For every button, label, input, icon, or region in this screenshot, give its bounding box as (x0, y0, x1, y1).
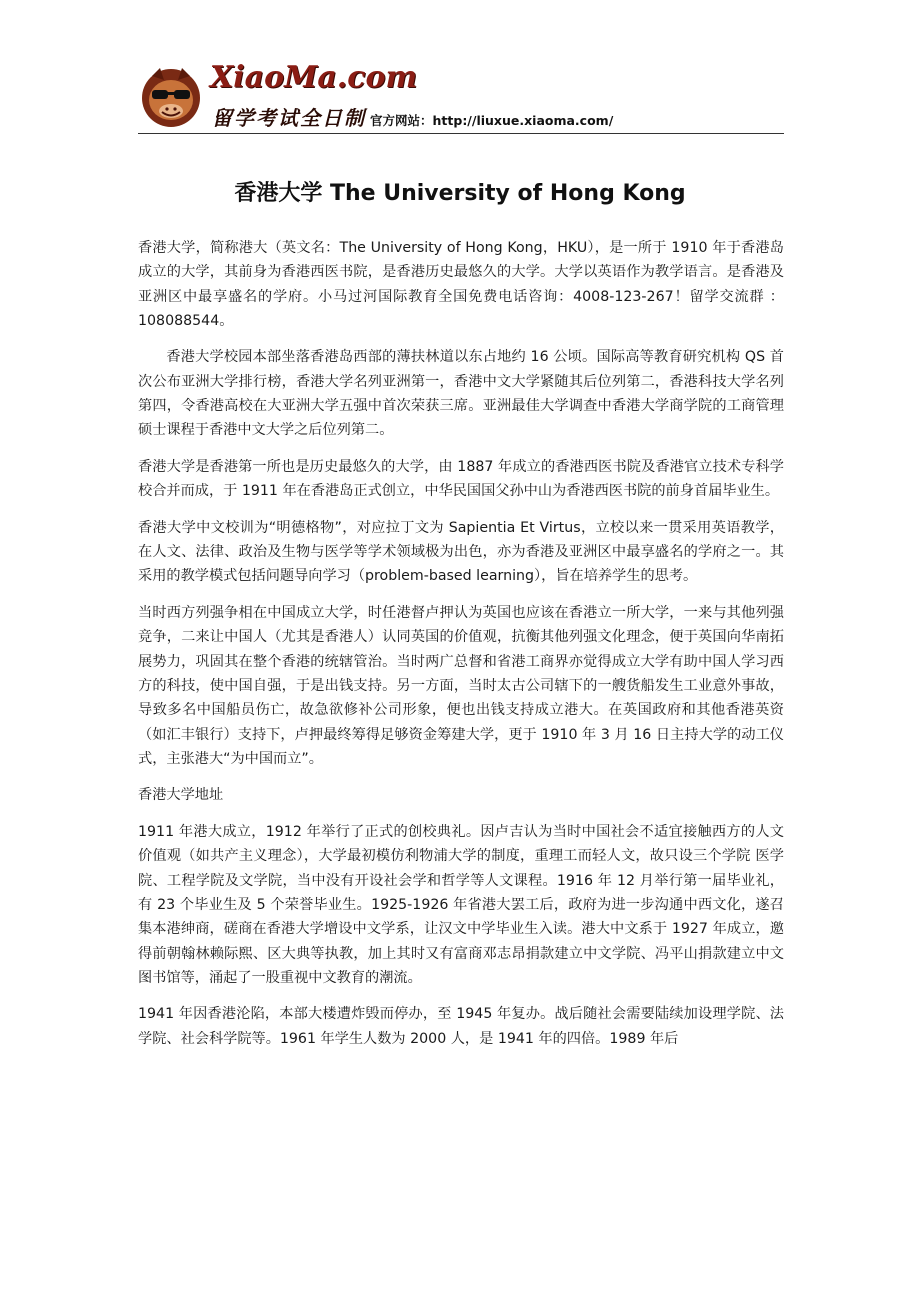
official-site-line (370, 111, 613, 129)
paragraph: 1941 年因香港沦陷，本部大楼遭炸毁而停办，至 1945 年复办。战后随社会需要陆续加设理学院、法学院、社会科学院等。1961 年学生人数为 2000 人，是 1941 年的四倍。1989 年后 (138, 1006, 784, 1047)
paragraph: 当时西方列强争相在中国成立大学，时任港督卢押认为英国也应该在香港立一所大学，一来与其他列强竞争，二来让中国人（尤其是香港人）认同英国的价值观，抗衡其他列强文化理念，便于英国向华南拓展势力，巩固其在整个香港的统辖管治。当时两广总督和省港工商界亦觉得成立大学有助中国人学习西方的科技，使中国自强，于是出钱支持。另一方面，当时太古公司辖下的一艘货船发生工业意外事故，导致多名中国船员伤亡，故急欲修补公司形象，便也出钱支持成立港大。在英国政府和其他香港英资（如汇丰银行）支持下，卢押最终筹得足够资金筹建大学，更于 1910 年 3 月 16 日主持大学的动工仪式，主张港大“为中国而立”。 (138, 605, 784, 767)
paragraph: 香港大学，简称港大（英文名：The University of Hong Kong，HKU），是一所于 1910 年于香港岛成立的大学，其前身为香港西医书院，是香港历史最悠久的大学。大学以英语作为教学语言。是香港及亚洲区中最享盛名的学府。小马过河国际教育全国免费电话咨询：4008-123-267！留学交流群 ：108088544。 (138, 240, 784, 329)
site-url-link[interactable]: http://liuxue.xiaoma.com/ (432, 113, 614, 128)
article-body (138, 236, 784, 1063)
paragraph: 香港大学校园本部坐落香港岛西部的薄扶林道以东占地约 16 公顷。国际高等教育研究机构 QS 首次公布亚洲大学排行榜，香港大学名列亚洲第一，香港中文大学紧随其后位列第二，香港科技大学名列第四，令香港高校在大亚洲大学五强中首次荣获三席。亚洲最佳大学调查中香港大学商学院的工商管理硕士课程于香港中文大学之后位列第二。 (138, 349, 784, 439)
paragraph: 1911 年港大成立，1912 年举行了正式的创校典礼。因卢吉认为当时中国社会不适宜接触西方的人文价值观（如共产主义理念），大学最初模仿利物浦大学的制度，重理工而轻人文，故只设三个学院 医学院、工程学院及文学院，当中没有开设社会学和哲学等人文课程。1916 年 12 月举行第一届毕业礼，有 23 个毕业生及 5 个荣誉毕业生。1925-1926 年省港大罢工后，政府为进一步沟通中西文化，遂召集本港绅商，磋商在香港大学增设中文学系，让汉文中学毕业生入读。港大中文系于 1927 年成立，邀得前朝翰林赖际熙、区大典等执教，加上其时又有富商邓志昂捐款建立中文学院、冯平山捐款建立中文图书馆等，涌起了一股重视中文教育的潮流。 (138, 824, 784, 986)
horse-mascot-icon (138, 64, 204, 128)
brand-logo-text: XiaoMa.com (210, 60, 418, 95)
site-label: 官方网站： (370, 113, 433, 128)
page-title: 香港大学 The University of Hong Kong (234, 181, 686, 206)
header-divider (138, 133, 784, 134)
brand-slogan: 留学考试全日制 (212, 106, 366, 130)
paragraph: 香港大学是香港第一所也是历史最悠久的大学，由 1887 年成立的香港西医书院及香港官立技术专科学校合并而成，于 1911 年在香港岛正式创立，中华民国国父孙中山为香港西医书院的前身首届毕业生。 (138, 458, 784, 500)
paragraph: 香港大学中文校训为“明德格物”，对应拉丁文为 Sapientia Et Virtus，立校以来一贯采用英语教学，在人文、法律、政治及生物与医学等学术领域极为出色，亦为香港及亚洲区中最享盛名的学府之一。其采用的教学模式包括问题导向学习（problem-based learning），旨在培养学生的思考。 (138, 519, 784, 585)
section-heading: 香港大学地址 (138, 787, 224, 804)
page-header (138, 58, 784, 134)
